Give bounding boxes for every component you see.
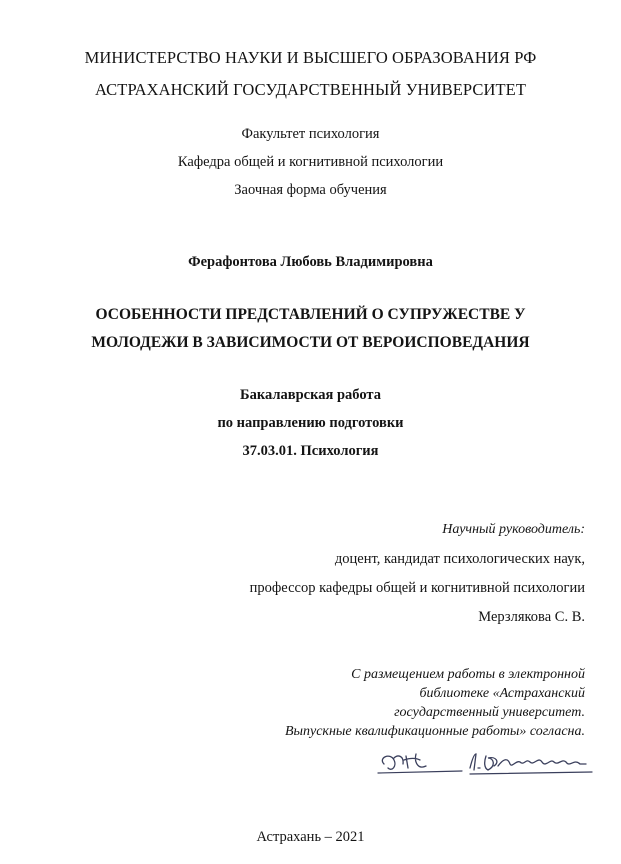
author-name: Ферафонтова Любовь Владимировна xyxy=(188,254,433,270)
thesis-title-line1: ОСОБЕННОСТИ ПРЕДСТАВЛЕНИЙ О СУПРУЖЕСТВЕ У xyxy=(95,306,526,323)
chair: Кафедра общей и когнитивной психологии xyxy=(177,154,444,170)
ministry-name: МИНИСТЕРСТВО НАУКИ И ВЫСШЕГО ОБРАЗОВАНИЯ РФ xyxy=(84,48,537,67)
university-name: АСТРАХАНСКИЙ ГОСУДАРСТВЕННЫЙ УНИВЕРСИТЕТ xyxy=(94,80,527,99)
faculty: Факультет психология xyxy=(241,126,380,142)
supervisor-name: Мерзлякова С. В. xyxy=(478,609,585,625)
consent-line3: государственный университет. xyxy=(394,705,585,720)
direction: 37.03.01. Психология xyxy=(242,443,379,459)
supervisor-position: профессор кафедры общей и когнитивной психологии xyxy=(249,580,585,596)
consent-line4: Выпускные квалификационные работы» согласна. xyxy=(284,724,585,739)
supervisor-label: Научный руководитель: xyxy=(442,522,585,537)
study-form: Заочная форма обучения xyxy=(234,182,387,198)
city-year: Астрахань – 2021 xyxy=(256,829,365,845)
consent-line1: С размещением работы в электронной xyxy=(351,667,585,682)
direction-label: по направлению подготовки xyxy=(217,415,404,431)
supervisor-degree: доцент, кандидат психологических наук, xyxy=(334,551,585,567)
thesis-title-line2: МОЛОДЕЖИ В ЗАВИСИМОСТИ ОТ ВЕРОИСПОВЕДАНИЯ xyxy=(91,334,530,351)
consent-line2: библиотеке «Астраханский xyxy=(419,686,585,701)
handwritten-signature xyxy=(370,744,610,784)
work-type: Бакалаврская работа xyxy=(240,387,381,403)
